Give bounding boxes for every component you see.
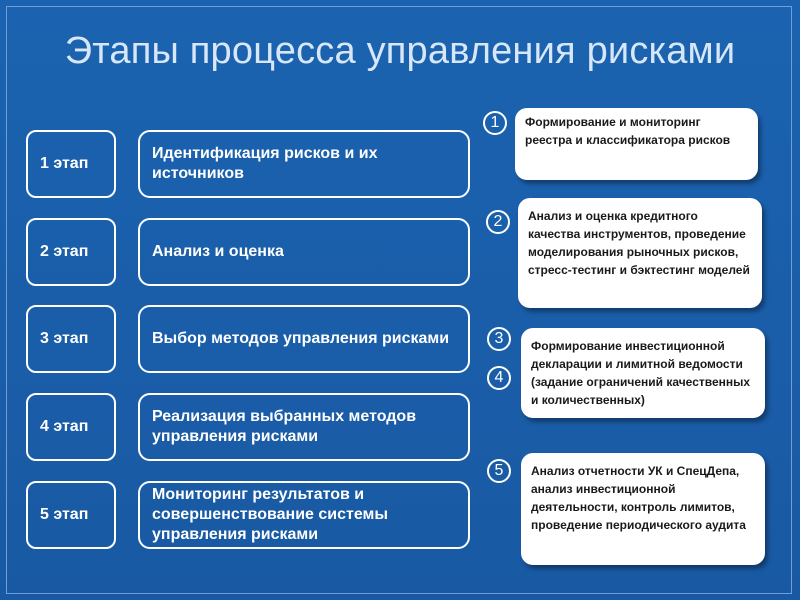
slide-title: Этапы процесса управления рисками xyxy=(64,30,736,72)
stage-4-text: Реализация выбранных методов управления рисками xyxy=(152,408,417,445)
stage-5-description xyxy=(138,481,470,549)
stage-4-description xyxy=(138,393,470,461)
marker-5: 5 xyxy=(487,459,511,483)
stage-1-description xyxy=(138,130,470,198)
stage-5-text: Мониторинг результатов и совершенствование системы управления рисками xyxy=(152,486,389,543)
marker-2: 2 xyxy=(486,210,510,234)
stage-1-label: 1 этап xyxy=(26,130,116,198)
stage-2-label: 2 этап xyxy=(26,218,116,286)
note-stage-5 xyxy=(521,453,765,565)
marker-3: 3 xyxy=(487,327,511,351)
note-stage-2-text: Анализ и оценка кредитного качества инструментов, проведение моделирования рыночных рисков, стресс-тестинг и бэктестинг моделей xyxy=(528,209,750,277)
stage-3-label: 3 этап xyxy=(26,305,116,373)
note-stage-1-text: Формирование и мониторинг реестра и классификатора рисков xyxy=(525,115,731,147)
stage-3-text: Выбор методов управления рисками xyxy=(152,330,450,347)
note-stage-1 xyxy=(515,108,758,180)
note-stage-3-4 xyxy=(521,328,765,418)
marker-1: 1 xyxy=(483,111,507,135)
stage-2-description xyxy=(138,218,470,286)
stage-1-text: Идентификация рисков и их источников xyxy=(152,145,378,182)
note-stage-5-text: Анализ отчетности УК и СпецДепа, анализ инвестиционной деятельности, контроль лимитов, проведение периодического аудита xyxy=(531,464,746,532)
marker-4: 4 xyxy=(487,366,511,390)
stage-4-label: 4 этап xyxy=(26,393,116,461)
stage-5-label: 5 этап xyxy=(26,481,116,549)
note-stage-3-4-text: Формирование инвестиционной декларации и лимитной ведомости (задание ограничений качественных и количественных) xyxy=(531,339,751,407)
note-stage-2 xyxy=(518,198,762,308)
stage-3-description xyxy=(138,305,470,373)
stage-2-text: Анализ и оценка xyxy=(152,243,284,260)
